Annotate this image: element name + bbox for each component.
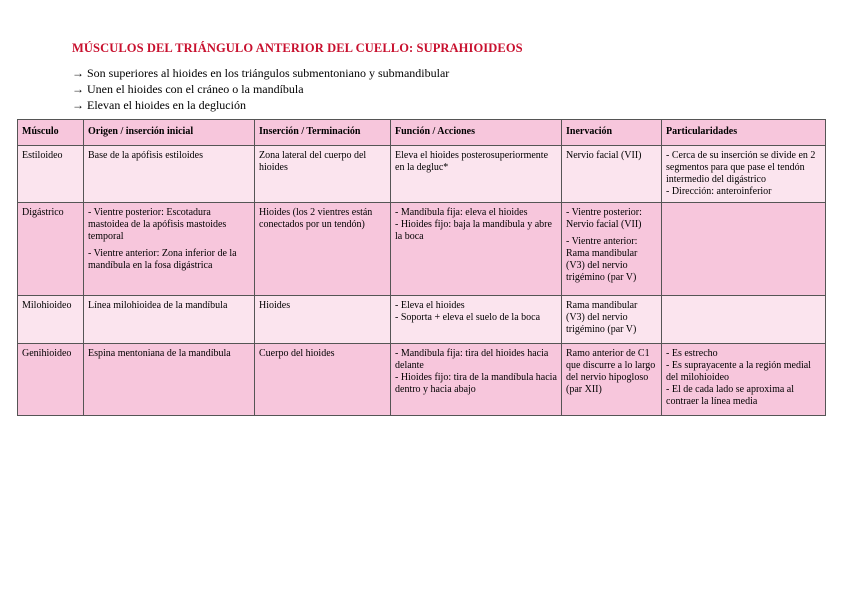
table-row xyxy=(18,296,826,344)
cell-funcion xyxy=(391,146,562,203)
cell-musculo: Digástrico xyxy=(18,203,84,296)
cell-line: - Es estrecho xyxy=(666,348,718,359)
cell-musculo: Milohioideo xyxy=(18,296,84,344)
column-header: Inserción / Terminación xyxy=(255,120,391,146)
cell-origen xyxy=(84,344,255,416)
column-header: Origen / inserción inicial xyxy=(84,120,255,146)
cell-line: Espina mentoniana de la mandíbula xyxy=(88,348,231,359)
cell-line: - Es suprayacente a la región medial del milohioideo xyxy=(666,360,811,383)
cell-origen xyxy=(84,296,255,344)
cell-line: Nervio facial (VII) xyxy=(566,150,642,161)
muscles-table xyxy=(17,119,826,416)
cell-origen xyxy=(84,146,255,203)
intro-bullet: → Son superiores al hioides en los triángulos submentoniano y submandibular xyxy=(72,66,450,80)
cell-inervacion xyxy=(562,296,662,344)
cell-line: - Soporta + eleva el suelo de la boca xyxy=(395,312,541,323)
cell-line: Eleva el hioides posterosuperiormente en la degluc* xyxy=(395,150,549,173)
cell-inervacion xyxy=(562,344,662,416)
cell-inervacion xyxy=(562,146,662,203)
page-title: MÚSCULOS DEL TRIÁNGULO ANTERIOR DEL CUELLO: SUPRAHIOIDEOS xyxy=(72,41,523,55)
cell-insercion xyxy=(255,296,391,344)
cell-funcion xyxy=(391,296,562,344)
table-row xyxy=(18,146,826,203)
cell-line: - Cerca de su inserción se divide en 2 segmentos para que pase el tendón intermedio del digástrico xyxy=(666,150,816,185)
cell-line: Ramo anterior de C1 que discurre a lo largo del nervio hipogloso (par XII) xyxy=(566,348,656,395)
cell-line: - Mandíbula fija: eleva el hioides xyxy=(395,207,528,218)
column-header: Función / Acciones xyxy=(391,120,562,146)
cell-line: - Dirección: anteroinferior xyxy=(666,186,772,197)
arrow-right-icon: → xyxy=(72,66,84,80)
cell-insercion xyxy=(255,146,391,203)
intro-bullet-list xyxy=(72,65,449,113)
cell-line: Línea milohioidea de la mandíbula xyxy=(88,300,228,311)
cell-line: - Vientre posterior: Escotadura mastoidea de la apófisis mastoides temporal xyxy=(88,207,227,242)
table-header-row xyxy=(18,120,826,146)
arrow-right-icon: → xyxy=(72,98,84,112)
table-row xyxy=(18,344,826,416)
cell-line: - Hioides fijo: tira de la mandíbula hacia dentro y hacia abajo xyxy=(395,372,557,395)
column-header: Inervación xyxy=(562,120,662,146)
cell-insercion xyxy=(255,344,391,416)
cell-line: Hioides (los 2 vientres están conectados por un tendón) xyxy=(259,207,373,230)
cell-line: Hioides xyxy=(259,300,291,311)
cell-musculo: Genihioideo xyxy=(18,344,84,416)
cell-line: - Vientre anterior: Rama mandibular (V3) del nervio trigémino (par V) xyxy=(566,236,638,283)
cell-origen xyxy=(84,203,255,296)
cell-line: - El de cada lado se aproxima al contraer la línea media xyxy=(666,384,794,407)
column-header: Músculo xyxy=(18,120,84,146)
cell-funcion xyxy=(391,203,562,296)
cell-particularidades xyxy=(662,296,826,344)
cell-particularidades xyxy=(662,146,826,203)
arrow-right-icon: → xyxy=(72,82,84,96)
cell-line: Base de la apófisis estiloides xyxy=(88,150,203,161)
cell-insercion xyxy=(255,203,391,296)
intro-bullet: → Elevan el hioides en la deglución xyxy=(72,98,246,112)
cell-line: Rama mandibular (V3) del nervio trigémino (par V) xyxy=(566,300,638,335)
cell-funcion xyxy=(391,344,562,416)
cell-line: - Vientre anterior: Zona inferior de la mandíbula en la fosa digástrica xyxy=(88,248,237,271)
cell-line: - Eleva el hioides xyxy=(395,300,465,311)
cell-particularidades xyxy=(662,203,826,296)
cell-musculo: Estiloideo xyxy=(18,146,84,203)
cell-particularidades xyxy=(662,344,826,416)
table-row xyxy=(18,203,826,296)
cell-line: Cuerpo del hioides xyxy=(259,348,335,359)
cell-line: - Hioides fijo: baja la mandíbula y abre la boca xyxy=(395,219,552,242)
column-header: Particularidades xyxy=(662,120,826,146)
cell-line: Zona lateral del cuerpo del hioides xyxy=(259,150,367,173)
cell-line: - Vientre posterior: Nervio facial (VII) xyxy=(566,207,642,230)
cell-inervacion xyxy=(562,203,662,296)
cell-line: - Mandíbula fija: tira del hioides hacia delante xyxy=(395,348,549,371)
intro-bullet: → Unen el hioides con el cráneo o la mandíbula xyxy=(72,82,304,96)
